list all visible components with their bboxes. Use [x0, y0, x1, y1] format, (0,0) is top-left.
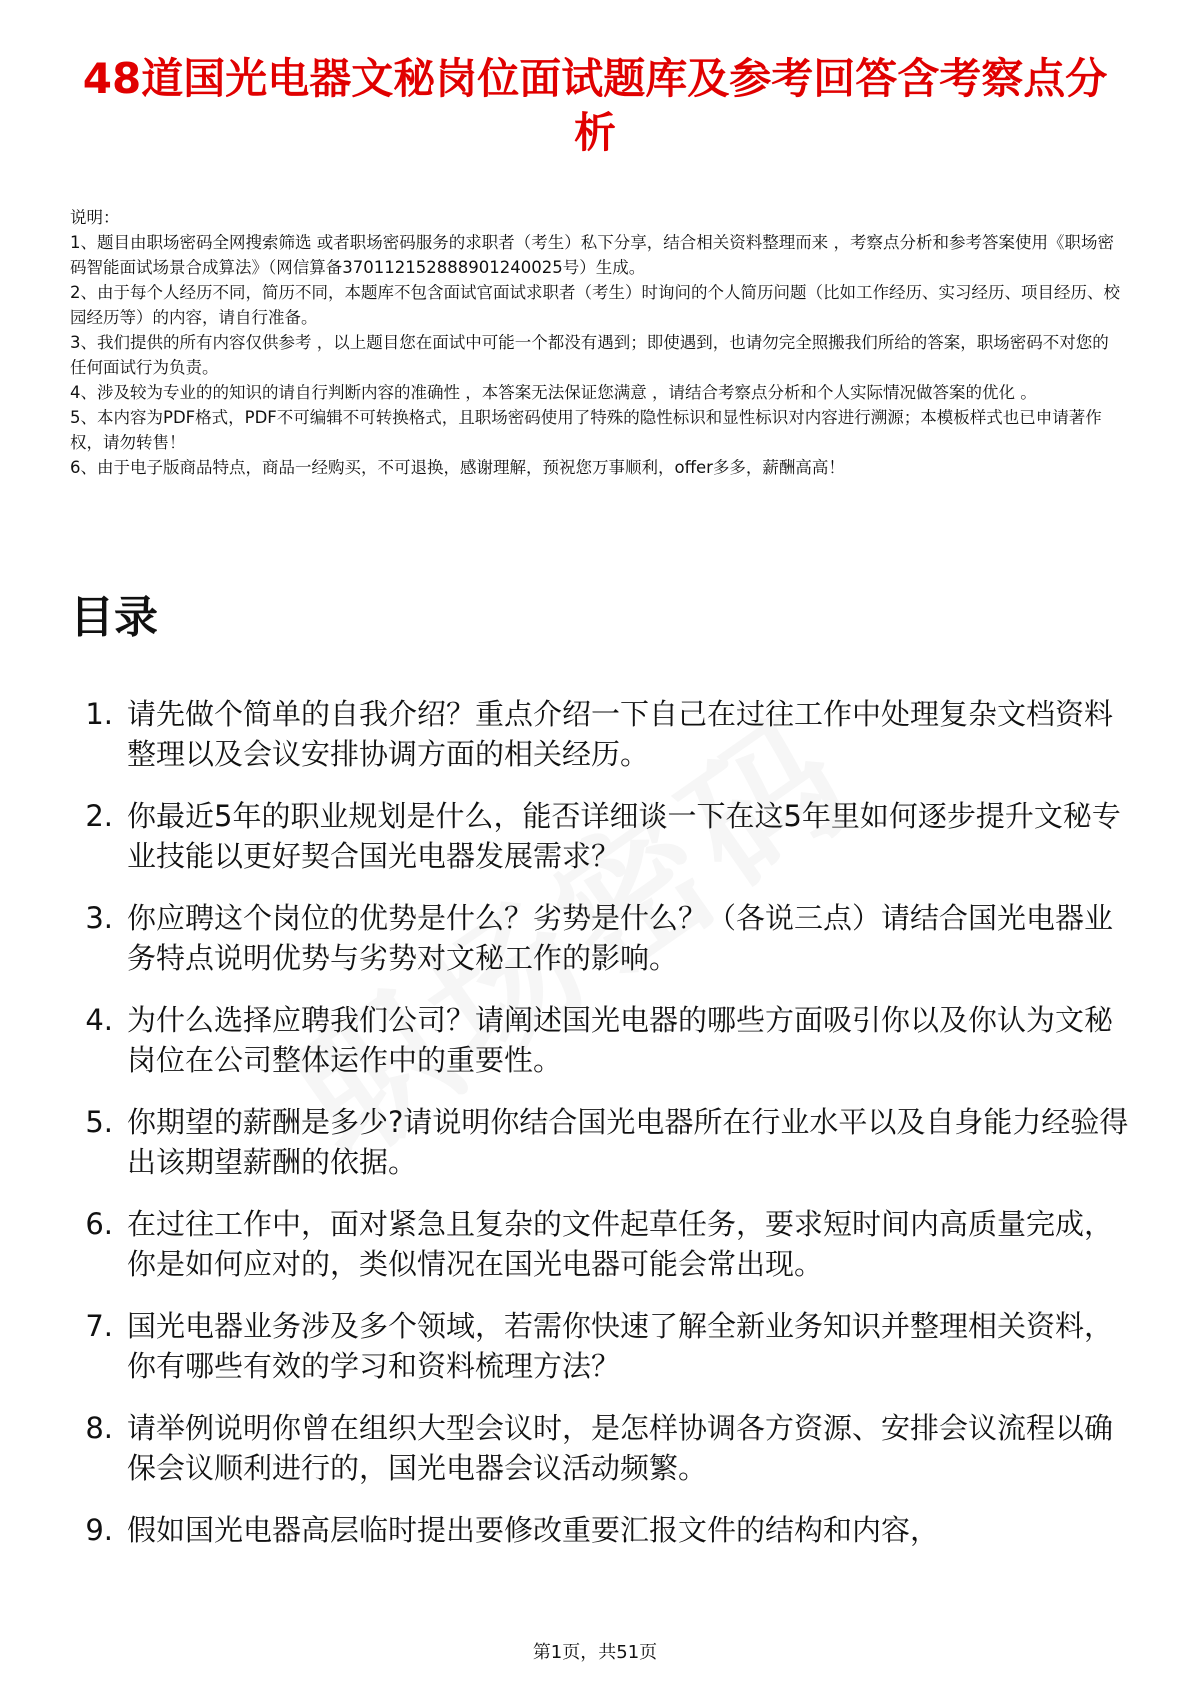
toc-heading: 目录 [70, 592, 158, 643]
toc-item [70, 898, 1130, 978]
toc-item-text: 假如国光电器高层临时提出要修改重要汇报文件的结构和内容， [127, 1513, 940, 1547]
toc-item [70, 1510, 1130, 1550]
toc-item-text: 请先做个简单的自我介绍？重点介绍一下自己在过往工作中处理复杂文档资料整理以及会议安排协调方面的相关经历。 [127, 697, 1114, 771]
toc-item [70, 1000, 1130, 1080]
toc-item [70, 796, 1130, 876]
toc-item [70, 1102, 1130, 1182]
toc-item-text: 你应聘这个岗位的优势是什么？劣势是什么？（各说三点）请结合国光电器业务特点说明优势与劣势对文秘工作的影响。 [127, 901, 1114, 975]
toc-item-number: 2. [85, 799, 113, 833]
toc-item-number: 8. [85, 1411, 113, 1445]
toc-item [70, 694, 1130, 774]
page-footer: 第1页，共51页 [532, 1642, 658, 1663]
note-item: 1、题目由职场密码全网搜索筛选 或者职场密码服务的求职者（考生）私下分享，结合相关资料整理而来 ，考察点分析和参考答案使用《职场密码智能面试场景合成算法》（网信算备370112152888901240025号）生成。 [70, 233, 1114, 277]
toc-item-text: 为什么选择应聘我们公司？请阐述国光电器的哪些方面吸引你以及你认为文秘岗位在公司整体运作中的重要性。 [127, 1003, 1114, 1077]
toc-item-number: 1. [85, 697, 113, 731]
toc-item-number: 6. [85, 1207, 113, 1241]
note-item: 6、由于电子版商品特点，商品一经购买，不可退换，感谢理解，预祝您万事顺利，offer多多，薪酬高高！ [70, 458, 845, 477]
toc-list [70, 694, 1130, 1572]
note-item: 5、本内容为PDF格式，PDF不可编辑不可转换格式，且职场密码使用了特殊的隐性标识和显性标识对内容进行溯源；本模板样式也已申请著作权，请勿转售！ [70, 408, 1102, 452]
toc-item [70, 1408, 1130, 1488]
note-item: 3、我们提供的所有内容仅供参考 ，以上题目您在面试中可能一个都没有遇到；即使遇到，也请勿完全照搬我们所给的答案，职场密码不对您的任何面试行为负责。 [70, 333, 1109, 377]
toc-item-number: 3. [85, 901, 113, 935]
toc-item [70, 1306, 1130, 1386]
toc-item-number: 4. [85, 1003, 113, 1037]
toc-item-number: 7. [85, 1309, 113, 1343]
notes-heading: 说明： [70, 208, 120, 227]
toc-item-text: 你期望的薪酬是多少?请说明你结合国光电器所在行业水平以及自身能力经验得出该期望薪酬的依据。 [127, 1105, 1129, 1179]
toc-item-text: 国光电器业务涉及多个领域，若需你快速了解全新业务知识并整理相关资料，你有哪些有效的学习和资料梳理方法？ [127, 1309, 1114, 1383]
note-item: 4、涉及较为专业的的知识的请自行判断内容的准确性 ，本答案无法保证您满意 ，请结合考察点分析和个人实际情况做答案的优化 。 [70, 383, 1037, 402]
notes-section [70, 205, 1120, 480]
note-item: 2、由于每个人经历不同，简历不同，本题库不包含面试官面试求职者（考生）时询问的个人简历问题（比如工作经历、实习经历、项目经历、校园经历等）的内容，请自行准备。 [70, 283, 1120, 327]
toc-item-number: 9. [85, 1513, 113, 1547]
toc-item [70, 1204, 1130, 1284]
toc-item-text: 在过往工作中，面对紧急且复杂的文件起草任务，要求短时间内高质量完成，你是如何应对的，类似情况在国光电器可能会常出现。 [127, 1207, 1114, 1281]
toc-item-text: 你最近5年的职业规划是什么，能否详细谈一下在这5年里如何逐步提升文秘专业技能以更好契合国光电器发展需求？ [127, 799, 1121, 873]
document-title: 48道国光电器文秘岗位面试题库及参考回答含考察点分析 [82, 54, 1108, 157]
toc-item-number: 5. [85, 1105, 113, 1139]
toc-item-text: 请举例说明你曾在组织大型会议时，是怎样协调各方资源、安排会议流程以确保会议顺利进行的，国光电器会议活动频繁。 [127, 1411, 1114, 1485]
